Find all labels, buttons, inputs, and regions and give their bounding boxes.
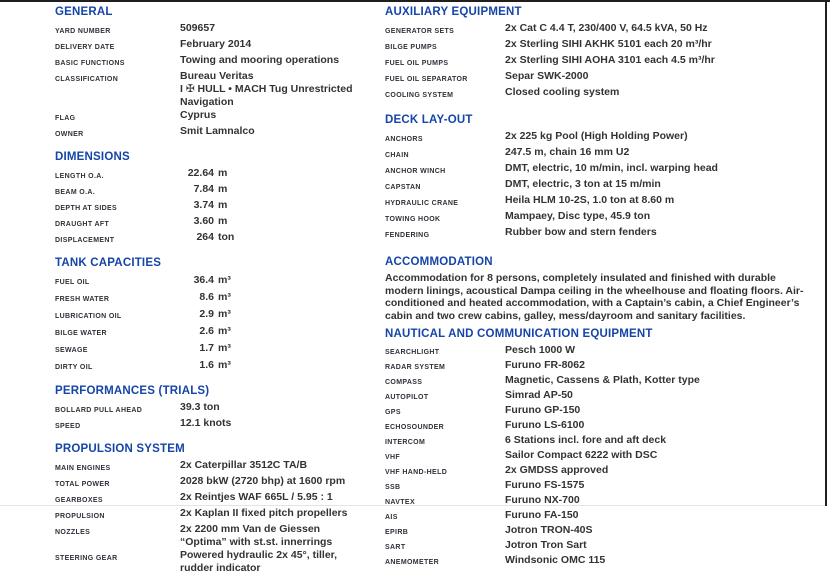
spec-row: [385, 449, 820, 464]
section-accommodation: [385, 256, 820, 322]
spec-value-number: 3.60: [193, 215, 214, 227]
section-title: PERFORMANCES (TRIALS): [55, 385, 210, 397]
spec-label: FENDERING: [385, 232, 430, 239]
spec-label: CHAIN: [385, 152, 409, 159]
spec-row: [385, 146, 820, 162]
spec-row: [55, 417, 377, 433]
spec-row: [385, 178, 820, 194]
spec-value: Cyprus: [180, 109, 217, 121]
spec-row: [55, 324, 377, 341]
spec-row: [385, 86, 820, 102]
spec-row: [55, 109, 377, 125]
spec-value-number: 2.6: [199, 325, 214, 337]
spec-value: Magnetic, Cassens & Plath, Kotter type: [505, 374, 700, 386]
spec-label: BEAM O.A.: [55, 189, 96, 196]
spec-label: CAPSTAN: [385, 184, 421, 191]
spec-row: [385, 38, 820, 54]
spec-label: DELIVERY DATE: [55, 44, 115, 51]
spec-label: AIS: [385, 513, 398, 521]
spec-value-number: 3.74: [193, 199, 214, 211]
spec-value-number: 264: [196, 231, 214, 243]
spec-label: DISPLACEMENT: [55, 237, 115, 244]
spec-value: Heila HLM 10-2S, 1.0 ton at 8.60 m: [505, 194, 675, 206]
spec-row: [385, 54, 820, 70]
spec-value-unit: m³: [218, 291, 231, 303]
spec-label: NOZZLES: [55, 529, 91, 536]
spec-row: [55, 167, 377, 183]
spec-value-unit: m³: [218, 308, 231, 320]
spec-label: PROPULSION: [55, 513, 105, 520]
spec-value: 2x Kaplan II fixed pitch propellers: [180, 507, 348, 519]
spec-row: [385, 22, 820, 38]
spec-label: RADAR SYSTEM: [385, 363, 446, 371]
spec-value: [180, 549, 337, 575]
spec-label: VHF HAND-HELD: [385, 468, 448, 476]
spec-label: ANCHOR WINCH: [385, 168, 446, 175]
spec-value: Jotron Tron Sart: [505, 539, 587, 551]
spec-label: HYDRAULIC CRANE: [385, 200, 459, 207]
spec-label: EPIRB: [385, 528, 409, 536]
spec-row: [55, 475, 377, 491]
section-title: TANK CAPACITIES: [55, 257, 162, 269]
spec-value: [180, 231, 234, 244]
spec-row: [55, 401, 377, 417]
section-title: DECK LAY-OUT: [385, 114, 473, 126]
spec-value: Mampaey, Disc type, 45.9 ton: [505, 210, 651, 222]
section-paragraph: Accommodation for 8 persons, completely insulated and finished with durable modern linings, acoustical Dampa ceiling in the wheelhouse and floating floors. Air-conditioned and heated accommodation, with a Captain’s cabin, a Chief Engineer’s cabin and two crew cabins, galley, mess/dayroom and sanitary facilities.: [385, 272, 804, 322]
spec-value-number: 1.7: [199, 342, 214, 354]
spec-value: Sailor Compact 6222 with DSC: [505, 449, 658, 461]
spec-value: Simrad AP-50: [505, 389, 573, 401]
spec-value: Towing and mooring operations: [180, 54, 340, 66]
section-auxiliary-equipment: [385, 6, 820, 102]
spec-value: Jotron TRON-40S: [505, 524, 593, 536]
spec-value: Furuno FR-8062: [505, 359, 585, 371]
spec-row: [385, 389, 820, 404]
spec-value: 12.1 knots: [180, 417, 232, 429]
spec-label: FLAG: [55, 115, 76, 122]
section-dimensions: [55, 151, 377, 247]
spec-label: GPS: [385, 408, 401, 416]
spec-value: 39.3 ton: [180, 401, 220, 413]
spec-value-line: Bureau Veritas: [180, 70, 254, 82]
spec-row: [385, 359, 820, 374]
section-nautical-and-communication-equipment: [385, 328, 820, 569]
spec-value-number: 7.84: [193, 183, 214, 195]
spec-row: [55, 231, 377, 247]
spec-label: BOLLARD PULL AHEAD: [55, 407, 143, 414]
spec-value: Closed cooling system: [505, 86, 620, 98]
spec-label: FUEL OIL: [55, 279, 90, 286]
spec-value: 2x Reintjes WAF 665L / 5.95 : 1: [180, 491, 333, 503]
spec-row: [55, 125, 377, 141]
spec-value-unit: m³: [218, 325, 231, 337]
spec-label: BILGE WATER: [55, 330, 107, 337]
spec-row: [385, 404, 820, 419]
spec-label: TOWING HOOK: [385, 216, 441, 223]
spec-value: DMT, electric, 3 ton at 15 m/min: [505, 178, 661, 190]
spec-value: Smit Lamnalco: [180, 125, 255, 137]
spec-row: [385, 226, 820, 242]
section-title: PROPULSION SYSTEM: [55, 443, 185, 455]
spec-value-number: 8.6: [199, 291, 214, 303]
spec-value-unit: m: [218, 167, 228, 179]
spec-row: [55, 199, 377, 215]
spec-label: SEWAGE: [55, 347, 88, 354]
spec-label: SPEED: [55, 423, 81, 430]
spec-value-number: 22.64: [187, 167, 214, 179]
spec-value: [180, 273, 231, 287]
spec-value-unit: ton: [218, 231, 235, 243]
spec-value: Furuno FA-150: [505, 509, 579, 521]
spec-value: DMT, electric, 10 m/min, incl. warping head: [505, 162, 718, 174]
spec-value: 247.5 m, chain 16 mm U2: [505, 146, 630, 158]
spec-row: [55, 215, 377, 231]
spec-row: [385, 374, 820, 389]
spec-value: 2x Cat C 4.4 T, 230/400 V, 64.5 kVA, 50 Hz: [505, 22, 708, 34]
spec-value: 2x GMDSS approved: [505, 464, 609, 476]
spec-value: [180, 290, 231, 304]
spec-row: [385, 419, 820, 434]
spec-value-number: 1.6: [199, 359, 214, 371]
spec-label: MAIN ENGINES: [55, 465, 111, 472]
spec-label: INTERCOM: [385, 438, 426, 446]
spec-value: Pesch 1000 W: [505, 344, 576, 356]
spec-value: 509657: [180, 22, 216, 34]
spec-label: SSB: [385, 483, 401, 491]
spec-label: COMPASS: [385, 378, 423, 386]
spec-value-line: 2x 2200 mm Van de Giessen: [180, 523, 321, 535]
spec-value-number: 2.9: [199, 308, 214, 320]
spec-value: 6 Stations incl. fore and aft deck: [505, 434, 667, 446]
spec-value: [180, 183, 227, 196]
spec-label: LUBRICATION OIL: [55, 313, 122, 320]
spec-row: [55, 459, 377, 475]
spec-value: 2x 225 kg Pool (High Holding Power): [505, 130, 688, 142]
section-title: NAUTICAL AND COMMUNICATION EQUIPMENT: [385, 328, 653, 340]
spec-row: [385, 494, 820, 509]
spec-value: Furuno FS-1575: [505, 479, 585, 491]
spec-value-unit: m: [218, 183, 228, 195]
spec-value: [180, 70, 353, 109]
spec-row: [385, 130, 820, 146]
section-performances-trials: [55, 385, 377, 433]
spec-label: CLASSIFICATION: [55, 76, 119, 83]
spec-row: [55, 183, 377, 199]
spec-label: STEERING GEAR: [55, 555, 118, 562]
spec-row: [385, 479, 820, 494]
spec-value: [180, 199, 227, 212]
spec-value-line: I ✠ HULL • MACH Tug Unrestricted: [180, 83, 353, 95]
spec-value: Separ SWK-2000: [505, 70, 589, 82]
spec-row: [55, 491, 377, 507]
right-column: [385, 6, 820, 579]
spec-value: Furuno LS-6100: [505, 419, 585, 431]
spec-value: 2x Sterling SIHI AOHA 3101 each 4.5 m³/hr: [505, 54, 715, 66]
spec-value: February 2014: [180, 38, 252, 50]
page-top-border: [0, 0, 830, 2]
spec-row: [385, 554, 820, 569]
spec-value-unit: m³: [218, 342, 231, 354]
spec-label: VHF: [385, 453, 401, 461]
spec-value-line: Navigation: [180, 96, 234, 108]
spec-value-unit: m: [218, 215, 228, 227]
spec-row: [385, 210, 820, 226]
spec-value-line: rudder indicator: [180, 562, 261, 574]
spec-row: [385, 539, 820, 554]
spec-row: [385, 70, 820, 86]
spec-label: GEARBOXES: [55, 497, 103, 504]
spec-value: Rubber bow and stern fenders: [505, 226, 657, 238]
spec-label: DEPTH AT SIDES: [55, 205, 118, 212]
spec-label: BILGE PUMPS: [385, 44, 438, 51]
spec-row: [55, 273, 377, 290]
spec-value-line: Powered hydraulic 2x 45°, tiller,: [180, 549, 338, 561]
spec-value: [180, 341, 231, 355]
spec-label: YARD NUMBER: [55, 28, 111, 35]
spec-value: [180, 307, 231, 321]
spec-value: [180, 215, 227, 228]
spec-value: [180, 167, 227, 180]
spec-row: [385, 524, 820, 539]
spec-label: SEARCHLIGHT: [385, 348, 440, 356]
spec-row: [55, 307, 377, 324]
section-title: AUXILIARY EQUIPMENT: [385, 6, 522, 18]
section-title: GENERAL: [55, 6, 113, 18]
spec-row: [385, 464, 820, 479]
spec-label: ANEMOMETER: [385, 558, 440, 566]
section-title: DIMENSIONS: [55, 151, 130, 163]
spec-label: OWNER: [55, 131, 84, 138]
page-right-border: [825, 0, 827, 506]
section-general: [55, 6, 377, 141]
section-propulsion-system: [55, 443, 377, 575]
spec-value-number: 36.4: [193, 274, 214, 286]
spec-label: GENERATOR SETS: [385, 28, 455, 35]
spec-row: [55, 507, 377, 523]
spec-value: 2x Caterpillar 3512C TA/B: [180, 459, 308, 471]
spec-row: [55, 38, 377, 54]
spec-row: [385, 194, 820, 210]
spec-row: [55, 523, 377, 549]
spec-value-unit: m³: [218, 274, 231, 286]
spec-label: BASIC FUNCTIONS: [55, 60, 125, 67]
section-title: ACCOMMODATION: [385, 256, 493, 268]
section-deck-lay-out: [385, 114, 820, 242]
spec-row: [55, 358, 377, 375]
spec-value: Windsonic OMC 115: [505, 554, 606, 566]
spec-label: FRESH WATER: [55, 296, 110, 303]
spec-row: [55, 70, 377, 109]
spec-label: TOTAL POWER: [55, 481, 110, 488]
spec-value: [180, 358, 231, 372]
spec-row: [55, 549, 377, 575]
spec-label: DRAUGHT AFT: [55, 221, 110, 228]
spec-label: SART: [385, 543, 406, 551]
spec-row: [385, 509, 820, 524]
spec-label: DIRTY OIL: [55, 364, 93, 371]
spec-row: [55, 341, 377, 358]
spec-row: [55, 290, 377, 307]
section-tank-capacities: [55, 257, 377, 375]
spec-label: COOLING SYSTEM: [385, 92, 454, 99]
spec-label: FUEL OIL PUMPS: [385, 60, 449, 67]
spec-value: 2x Sterling SIHI AKHK 5101 each 20 m³/hr: [505, 38, 712, 50]
spec-value: [180, 324, 231, 338]
spec-value-line: “Optima” with st.st. innerrings: [180, 536, 333, 548]
spec-label: LENGTH O.A.: [55, 173, 104, 180]
left-column: [55, 6, 377, 585]
spec-row: [385, 434, 820, 449]
spec-label: NAVTEX: [385, 498, 415, 506]
spec-value: [180, 523, 332, 549]
spec-row: [55, 22, 377, 38]
spec-label: ECHOSOUNDER: [385, 423, 445, 431]
spec-value: Furuno GP-150: [505, 404, 581, 416]
spec-label: ANCHORS: [385, 136, 423, 143]
spec-value: Furuno NX-700: [505, 494, 580, 506]
spec-row: [385, 344, 820, 359]
spec-row: [385, 162, 820, 178]
spec-value-unit: m: [218, 199, 228, 211]
spec-label: FUEL OIL SEPARATOR: [385, 76, 468, 83]
spec-value: 2028 bkW (2720 bhp) at 1600 rpm: [180, 475, 346, 487]
spec-value-unit: m³: [218, 359, 231, 371]
spec-label: AUTOPILOT: [385, 393, 429, 401]
spec-row: [55, 54, 377, 70]
